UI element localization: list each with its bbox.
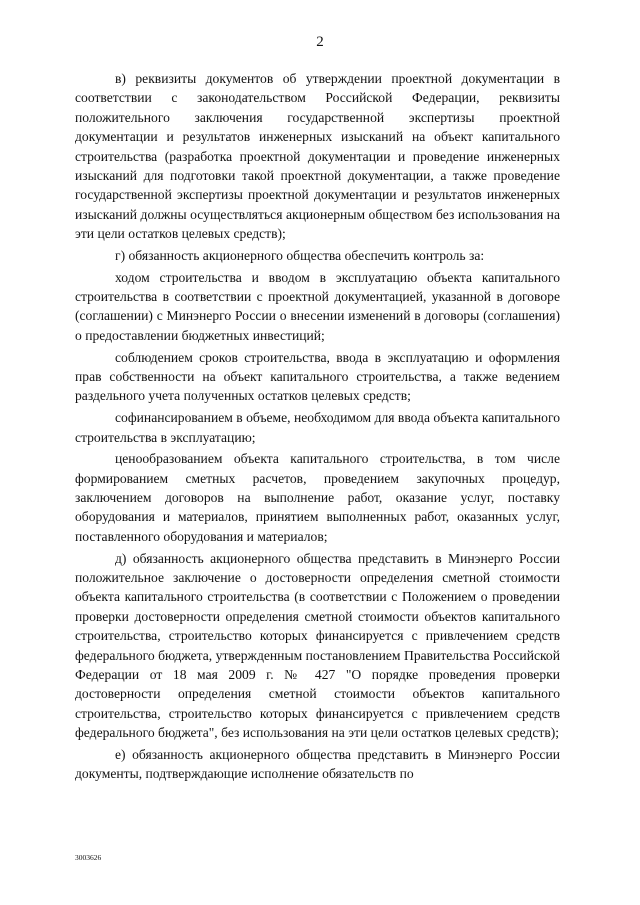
- paragraph-e: е) обязанность акционерного общества представить в Минэнерго России документы, подтверждающие исполнение обязательств по: [75, 746, 560, 782]
- paragraph-d: д) обязанность акционерного общества представить в Минэнерго России положительное заключение о достоверности определения сметной стоимости объекта капитального строительства (в соответствии с Положением о проведении проверки достоверности определения сметной стоимости объектов капитального строительства, строительство которых финансируется с привлечением средств федерального бюджета, утвержденным постановлением Правительства Российской Федерации от 18 мая 2009 г. № 427 "О порядке проведения проверки достоверности определения сметной стоимости объектов капитального строительства, строительство которых финансируется с привлечением средств федерального бюджета", без использования на эти цели остатков целевых средств);: [75, 550, 560, 741]
- paragraph-construction-control: ходом строительства и вводом в эксплуатацию объекта капитального строительства в соответствии с проектной документацией, указанной в договоре (соглашении) с Минэнерго России о внесении изменений в договоры (соглашения) о предоставлении бюджетных инвестиций;: [75, 269, 560, 343]
- paragraph-cofinancing: софинансированием в объеме, необходимом для ввода объекта капитального строительства в эксплуатацию;: [75, 410, 560, 445]
- paragraph-v: в) реквизиты документов об утверждении проектной документации в соответствии с законодательством Российской Федерации, реквизиты положительного заключения государственной экспертизы проектной документации и результатов инженерных изысканий на объект капитального строительства (разработка проектной документации и проведение инженерных изысканий для подготовки такой проектной документации, а также проведение государственной экспертизы проектной документации и результатов инженерных изысканий должны осуществляться акционерным обществом без использования на эти цели остатков целевых средств);: [75, 71, 560, 242]
- document-body: [75, 69, 560, 786]
- paragraph-g: г) обязанность акционерного общества обеспечить контроль за:: [115, 247, 485, 263]
- paragraph-deadlines: соблюдением сроков строительства, ввода в эксплуатацию и оформления прав собственности на объект капитального строительства, а также ведением раздельного учета полученных остатков целевых средств;: [75, 349, 560, 404]
- document-code: 3003626: [75, 853, 102, 862]
- page-number: 2: [316, 34, 324, 50]
- paragraph-pricing: ценообразованием объекта капитального строительства, в том числе формированием сметных расчетов, проведением закупочных процедур, заключением договоров на выполнение работ, оказание услуг, поставку оборудования и материалов, принятием выполненных работ, оказанных услуг, поставленного оборудования и материалов;: [75, 451, 560, 544]
